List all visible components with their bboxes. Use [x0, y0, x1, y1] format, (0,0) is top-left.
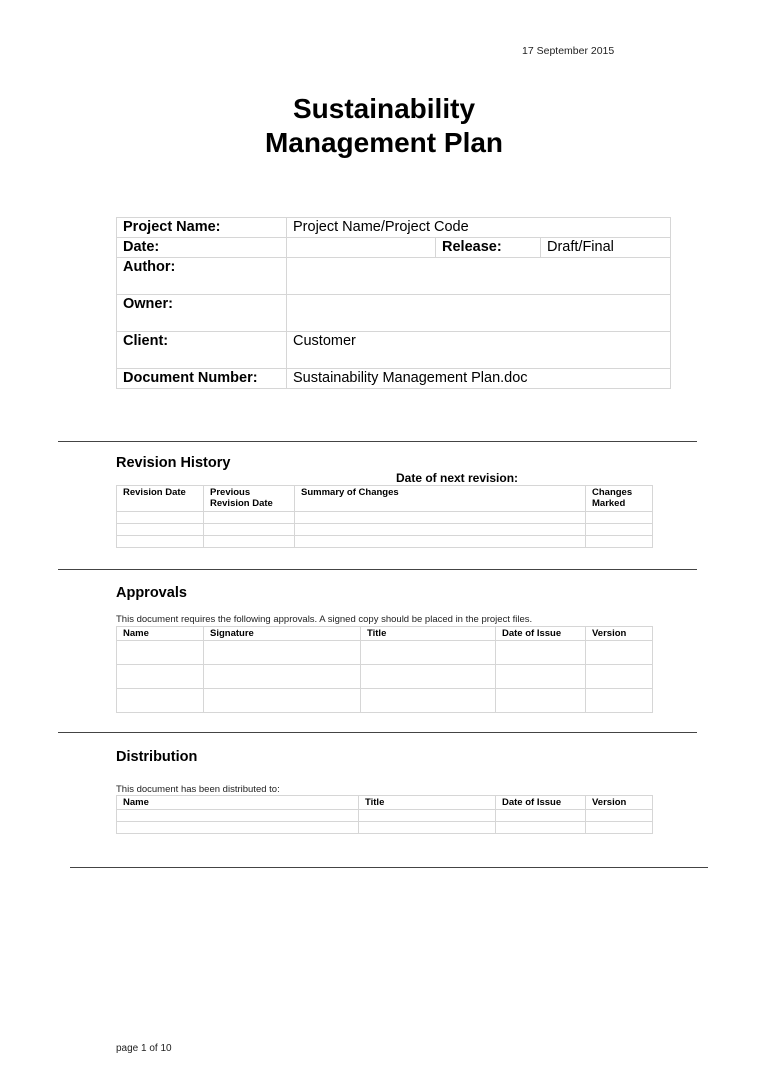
release-value[interactable]: Draft/Final [541, 238, 671, 258]
section-divider [58, 441, 697, 442]
column-header: Date of Issue [496, 796, 586, 810]
table-cell[interactable] [361, 641, 496, 665]
table-cell[interactable] [117, 512, 204, 524]
table-cell[interactable] [117, 665, 204, 689]
table-cell[interactable] [204, 524, 295, 536]
title-line-2: Management Plan [264, 127, 504, 158]
release-label: Release: [436, 238, 541, 258]
table-cell[interactable] [586, 689, 653, 713]
table-cell[interactable] [117, 536, 204, 548]
owner-value[interactable] [287, 295, 671, 332]
table-cell[interactable] [586, 536, 653, 548]
table-cell[interactable] [204, 536, 295, 548]
revision-history-heading: Revision History [116, 455, 231, 471]
table-cell[interactable] [359, 810, 496, 822]
table-cell[interactable] [117, 641, 204, 665]
table-row [117, 665, 653, 689]
table-cell[interactable] [295, 536, 586, 548]
section-divider [58, 569, 697, 570]
column-header: Title [359, 796, 496, 810]
signature-cell[interactable] [204, 641, 361, 665]
table-cell[interactable] [586, 524, 653, 536]
table-cell[interactable] [361, 665, 496, 689]
table-cell[interactable] [359, 822, 496, 834]
table-cell[interactable] [496, 822, 586, 834]
column-header: Version [586, 796, 653, 810]
owner-row [117, 295, 671, 332]
column-header: Title [361, 627, 496, 641]
client-label: Client: [117, 332, 287, 369]
column-header: Changes Marked [586, 486, 653, 512]
document-number-value[interactable]: Sustainability Management Plan.doc [287, 369, 671, 389]
column-header: Signature [204, 627, 361, 641]
table-cell[interactable] [586, 665, 653, 689]
table-cell[interactable] [496, 689, 586, 713]
signature-cell[interactable] [204, 665, 361, 689]
date-value[interactable] [287, 238, 436, 258]
table-cell[interactable] [117, 822, 359, 834]
table-cell[interactable] [204, 512, 295, 524]
author-row [117, 258, 671, 295]
owner-label: Owner: [117, 295, 287, 332]
title-line-1: Sustainability [292, 93, 476, 124]
column-header: Name [117, 796, 359, 810]
table-cell[interactable] [496, 665, 586, 689]
project-name-label: Project Name: [117, 218, 287, 238]
table-row [117, 689, 653, 713]
table-cell[interactable] [586, 810, 653, 822]
table-cell[interactable] [295, 524, 586, 536]
table-cell[interactable] [295, 512, 586, 524]
client-value[interactable]: Customer [287, 332, 671, 369]
date-row [117, 238, 671, 258]
table-cell[interactable] [586, 512, 653, 524]
page-title [0, 92, 768, 160]
date-label: Date: [117, 238, 287, 258]
table-row [117, 524, 653, 536]
distribution-table [116, 795, 653, 834]
table-cell[interactable] [117, 810, 359, 822]
distribution-heading: Distribution [116, 749, 198, 765]
table-cell[interactable] [361, 689, 496, 713]
page-number: page 1 of 10 [116, 1043, 172, 1054]
approvals-heading: Approvals [116, 585, 187, 601]
table-row [117, 512, 653, 524]
revision-history-table [116, 485, 653, 548]
table-header-row [117, 796, 653, 810]
signature-cell[interactable] [204, 689, 361, 713]
project-name-row [117, 218, 671, 238]
next-revision-label: Date of next revision: [396, 471, 519, 485]
approvals-description: This document requires the following approvals. A signed copy should be placed in the project files. [116, 614, 533, 625]
column-header: Date of Issue [496, 627, 586, 641]
client-row [117, 332, 671, 369]
column-header: Previous Revision Date [204, 486, 295, 512]
document-number-row [117, 369, 671, 389]
table-row [117, 810, 653, 822]
project-name-value[interactable]: Project Name/Project Code [287, 218, 671, 238]
column-header: Name [117, 627, 204, 641]
table-cell[interactable] [117, 524, 204, 536]
table-cell[interactable] [117, 689, 204, 713]
table-cell[interactable] [586, 822, 653, 834]
document-number-label: Document Number: [117, 369, 287, 389]
table-cell[interactable] [586, 641, 653, 665]
table-row [117, 822, 653, 834]
document-date: 17 September 2015 [522, 45, 615, 57]
table-row [117, 641, 653, 665]
column-header: Revision Date [117, 486, 204, 512]
table-row [117, 536, 653, 548]
table-header-row [117, 486, 653, 512]
table-header-row [117, 627, 653, 641]
table-cell[interactable] [496, 641, 586, 665]
author-value[interactable] [287, 258, 671, 295]
column-header: Summary of Changes [295, 486, 586, 512]
section-divider [70, 867, 708, 868]
section-divider [58, 732, 697, 733]
table-cell[interactable] [496, 810, 586, 822]
distribution-description: This document has been distributed to: [116, 784, 280, 795]
author-label: Author: [117, 258, 287, 295]
approvals-table [116, 626, 653, 713]
project-info-table [116, 217, 671, 389]
column-header: Version [586, 627, 653, 641]
